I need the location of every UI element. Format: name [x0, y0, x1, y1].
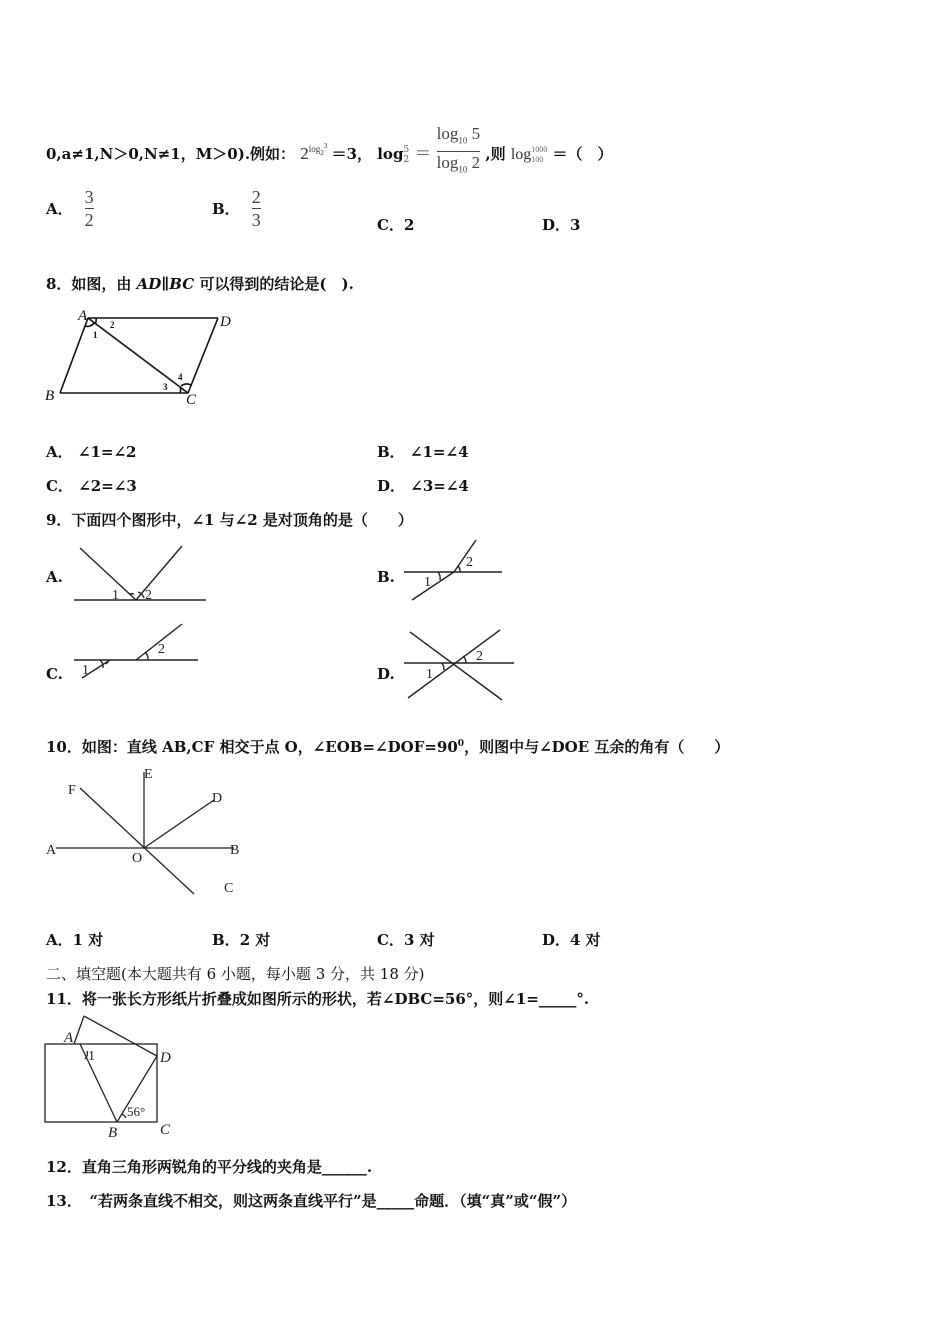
q11-label-d: D: [160, 1050, 171, 1066]
q8-side-ab: [60, 318, 88, 393]
q8-option-c[interactable]: C． ∠2=∠3: [46, 477, 137, 495]
q8-option-b[interactable]: B． ∠1=∠4: [377, 443, 469, 461]
q9-option-b-figure[interactable]: [402, 536, 507, 604]
q9-option-c-figure[interactable]: [72, 622, 202, 682]
q11-angle-56: 56°: [127, 1104, 146, 1119]
q10-stem: 10．如图：直线 AB,CF 相交于点 O，$\angle EOB=\angle DOF=90^0$，则图中与∠DOE 互余的角有（ ）: [46, 738, 730, 756]
q10-label-c: C: [224, 881, 234, 896]
q9-option-d-figure[interactable]: [402, 628, 518, 702]
q7-option-d[interactable]: D．3: [542, 216, 581, 234]
q7-text: 0,a≠1,N＞0,N≠1，M＞0).例如：: [46, 144, 296, 163]
q10-label-d: D: [212, 791, 223, 806]
q8-arc-2: [95, 318, 96, 324]
q9-option-a-label[interactable]: A.: [46, 568, 63, 586]
q11-stem: 11．将一张长方形纸片折叠成如图所示的形状，若∠DBC=56°，则∠1=_____°.: [46, 990, 590, 1008]
q10-label-a: A: [46, 843, 57, 858]
q8-side-dc: [188, 318, 218, 393]
q8-parallelogram-figure: [40, 306, 250, 406]
q10-option-a[interactable]: A．1 对: [46, 931, 104, 949]
svg-text:2: 2: [145, 588, 152, 603]
q10-option-b[interactable]: B．2 对: [212, 931, 271, 949]
q10-label-e: E: [144, 767, 153, 782]
q10-label-f: F: [68, 783, 76, 798]
q11-label-b: B: [108, 1125, 118, 1140]
q9-option-d-label[interactable]: D.: [377, 665, 395, 683]
q9-option-a-figure[interactable]: [72, 542, 212, 606]
q12-stem: 12．直角三角形两锐角的平分线的夹角是______.: [46, 1158, 373, 1176]
q13-stem: 13． “若两条直线不相交，则这两条直线平行”是_____命题．（填“真”或“假”）: [46, 1192, 577, 1210]
svg-text:2: 2: [466, 555, 473, 570]
svg-text:1: 1: [424, 575, 431, 590]
q11-folded-paper-figure: [42, 1014, 182, 1140]
q7-option-a[interactable]: A． $\frac{3}{2}$: [46, 187, 94, 230]
q8-angle-3: 3: [163, 382, 168, 392]
svg-text:2: 2: [158, 642, 165, 657]
svg-text:1: 1: [82, 663, 89, 678]
q7-fraction: $\frac{\log_{10} 5}{\log_{10} 2}$: [436, 124, 481, 175]
q10-option-c[interactable]: C．3 对: [377, 931, 435, 949]
q10-ray-od: [144, 800, 214, 848]
q10-label-b: B: [230, 843, 240, 858]
svg-text:1: 1: [112, 588, 119, 603]
q8-label-d: D: [220, 314, 231, 330]
q11-label-c: C: [160, 1122, 171, 1138]
q8-label-c: C: [186, 392, 197, 406]
q8-stem: 8．如图，由 AD∥BC 可以得到的结论是( ).: [46, 275, 354, 293]
q11-label-a: A: [64, 1030, 74, 1046]
q8-option-d[interactable]: D． ∠3=∠4: [377, 477, 469, 495]
svg-text:2: 2: [476, 649, 483, 664]
q7-example1: $2^{log_2^3}$: [300, 142, 328, 163]
q8-diagonal-ac: [88, 318, 188, 393]
svg-text:1: 1: [426, 667, 433, 682]
q8-option-a[interactable]: A． ∠1=∠2: [46, 443, 137, 461]
q7-example2: log 5 2: [377, 144, 410, 165]
q8-angle-4: 4: [178, 372, 183, 382]
q8-label-a: A: [78, 308, 88, 324]
q7-question-log: log 1000 100: [510, 145, 548, 165]
q8-angle-1: 1: [93, 330, 98, 340]
q10-line-fc: [80, 788, 194, 894]
q11-fold-left: [74, 1016, 84, 1044]
section-heading-fill-in: 二、填空题(本大题共有 6 小题，每小题 3 分，共 18 分): [46, 965, 425, 983]
q7-option-c[interactable]: C．2: [377, 216, 415, 234]
q10-label-o: O: [132, 851, 143, 866]
q10-option-d[interactable]: D．4 对: [542, 931, 601, 949]
q8-arc-4: [181, 384, 191, 386]
q9-stem: 9．下面四个图形中，∠1 与∠2 是对顶角的是（ ）: [46, 511, 413, 529]
q7-option-b[interactable]: B． $\frac{2}{3}$: [212, 187, 261, 230]
q7-stem: 0,a≠1,N＞0,N≠1，M＞0).例如： $2^{log_2^3} =3$， log 5 2 ＝ $\frac{\log_{10} 5}{\log_{10} 2}$ ,则 log 1000 100 ＝（ ）: [46, 126, 613, 184]
q8-label-b: B: [45, 388, 55, 404]
q10-lines-figure: [44, 762, 254, 898]
q11-fold-edge: [80, 1044, 117, 1122]
q8-angle-2: 2: [110, 320, 115, 330]
q8-arc-3: [180, 387, 181, 393]
q9-option-c-label[interactable]: C.: [46, 665, 63, 683]
q11-angle-1: 1: [88, 1049, 95, 1064]
q9-option-b-label[interactable]: B.: [377, 568, 395, 586]
